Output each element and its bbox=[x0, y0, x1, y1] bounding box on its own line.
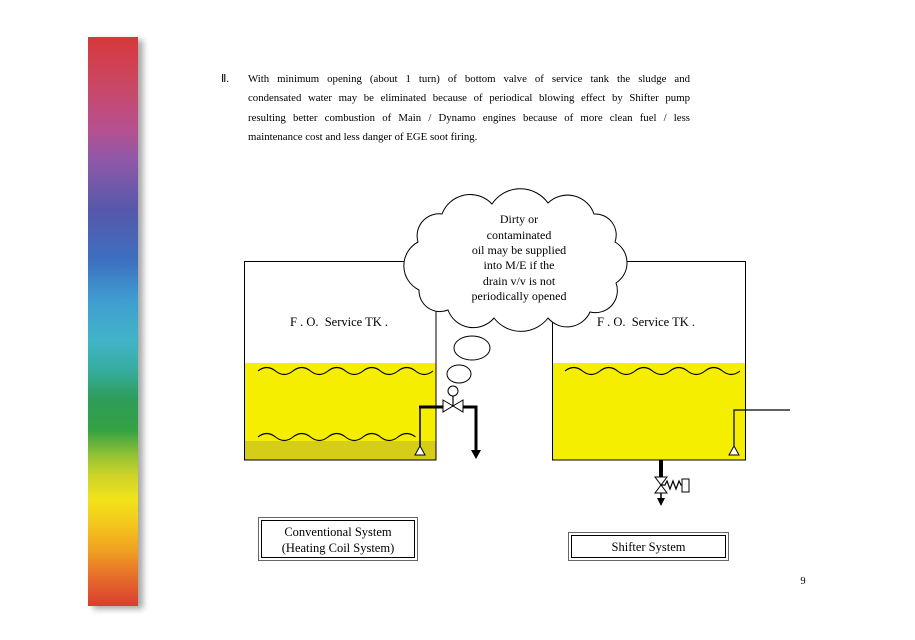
spring-actuator bbox=[682, 479, 689, 492]
callout-line: periodically opened bbox=[471, 289, 567, 303]
drain-arrow bbox=[657, 498, 665, 506]
caption-line: (Heating Coil System) bbox=[281, 541, 395, 555]
sludge-layer bbox=[245, 441, 437, 460]
callout-bubble-small bbox=[447, 365, 471, 383]
caption-line: Shifter System bbox=[611, 540, 686, 554]
paragraph-line: condensated water may be eliminated because of periodical blowing effect by Shifter pump bbox=[248, 92, 690, 105]
paragraph-line: resulting better combustion of Main / Dynamo engines because of more clean fuel / less bbox=[248, 111, 690, 124]
tank-label: F . O. Service TK . bbox=[597, 315, 696, 329]
valve-spring bbox=[661, 481, 682, 489]
valve-handle bbox=[448, 386, 458, 396]
callout-line: into M/E if the bbox=[483, 258, 555, 272]
list-marker: Ⅱ. bbox=[221, 73, 230, 85]
callout-line: drain v/v is not bbox=[482, 274, 556, 288]
callout-bubble-large bbox=[454, 336, 490, 360]
drain-arrow bbox=[471, 450, 481, 459]
conventional-service-tank bbox=[245, 262, 437, 461]
caption-line: Conventional System bbox=[284, 525, 392, 539]
tank-label: F . O. Service TK . bbox=[290, 315, 389, 329]
callout bbox=[404, 189, 627, 383]
callout-line: contaminated bbox=[486, 228, 552, 242]
drain-outlet-pipe bbox=[463, 407, 476, 451]
shifter-drain-line bbox=[655, 460, 689, 506]
shifter-system-caption bbox=[569, 533, 729, 561]
paragraph-line: With minimum opening (about 1 turn) of bottom valve of service tank the sludge and bbox=[248, 73, 690, 85]
conventional-system-caption bbox=[259, 518, 418, 561]
page-number: 9 bbox=[800, 576, 806, 587]
paragraph-line: maintenance cost and less danger of EGE soot firing. bbox=[248, 130, 478, 143]
callout-line: Dirty or bbox=[499, 212, 539, 226]
callout-line: oil may be supplied bbox=[471, 243, 567, 257]
fuel-oil-fill bbox=[553, 363, 746, 460]
